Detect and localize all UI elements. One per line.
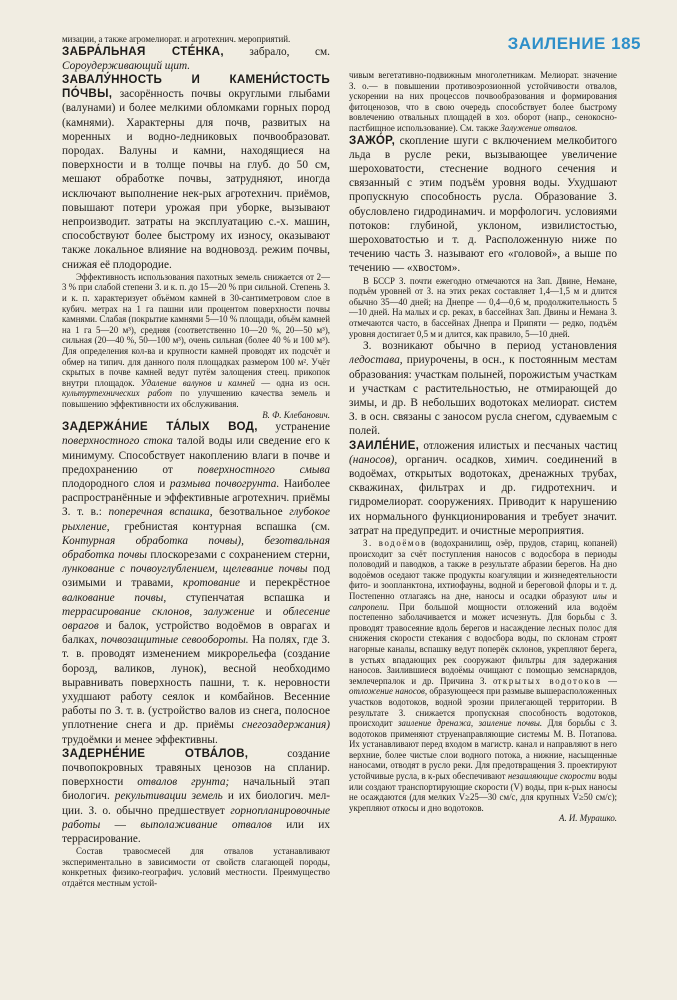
entry-zadernenie-detail: Состав травосмесей для отвалов устанавливают экспериментально в зависимости от свойств слагающей породы, конкретных физико-географич. условий местности. Преимущество отдаётся местным устой- [62, 846, 330, 889]
headword: ЗАБРА́ЛЬНАЯ СТЕ́НКА, [62, 44, 224, 58]
entry-zailenie-detail: З. водоёмов (водохранилищ, озёр, прудов, стариц, копаней) происходит за счёт поступления наносов с водосбора в периоды половодий и паводков, а также в результате абразии берегов. На дно водоёмов оседают также продукты коагуляции и жизнедеятельности фито- и зоопланктона, ихтиофауны, водной и береговой флоры и т. д. Постепенно отлагаясь на дне, наносы и осадки образуют илы и сапропели. При большой мощности отложений ила водоём постепенно заболачивается и может исчезнуть. Для борьбы с З. проводят травосеяние вдоль берегов и насаждение лесных полос для снижения скорости стекания с водосбора воды, по склонам строят нагорные каналы, вспашку ведут поперёк склонов, укрепляют берега, в устьях впадающих рек сооружают фильтры для задержания наносов. Заилившиеся водоёмы очищают с помощью земснарядов, землечерпалок и др. Причина З. открытых водотоков — отложение наносов, образующееся при размыве вышерасположенных участков водотоков, водной эрозии прилегающей территории. В результате З. снижается пропускная способность водотоков, происходит заиление дренажа, заиление почвы. Для борьбы с З. водотоков применяют струенаправляющие системы М. В. Потапова. Их устанавливают перед входом в магистр. канал и направляют в него верхние, более чистые слои водного потока, а нижние, насыщенные наносами, отводят в русло реки. Для предотвращения З. проектируют устойчивые русла, в к-рых обеспечивают незаиляющие скорости воды или создают транспортирующие скорости (V) воды, при к-рых наносы не осаждаются (для мелких V≥25—30 см/с, для крупных V≥50 см/с); укрепляют откосы и дно водотоков. [349, 538, 617, 813]
entry-zabralnaya: ЗАБРА́ЛЬНАЯ СТЕ́НКА, забрало, см. Сороудерживающий щит. [62, 44, 330, 72]
author-signature: В. Ф. Клебанович. [262, 409, 330, 420]
continuation-fragment: мизации, а также агромелиорат. и агротехнич. мероприятий. [62, 34, 291, 44]
entry-zazhor: ЗАЖО́Р, скопление шуги с включением мелкобитого льда в русле реки, вызывающее увеличение шероховатости, стеснение водного сечения и связанный с этим подъём уровня воды. Ухудшают пропускную способность русла. Образование З. обусловлено гидродинамич. и морфологич. условиями потоков: глубиной, уклоном, извилистостью, шероховатостью и т. д. Расположенную ниже по течению часть З. называют его «головой», а выше по течению — «хвостом». [349, 133, 617, 275]
entry-zavalunnost-detail: Эффективность использования пахотных земель снижается от 2—3 % при слабой степени З. и к. п. до 15—20 % при сильной. Степень З. и к. п. характеризует объёмом камней в 30-сантиметровом слое в кубич. метрах на 1 га пашни или процентом поверхности почвы камнями. Слабая (покрытие камнями 5—10 % площади, объём камней на 1 га 5—20 м³), средняя (соответственно 10—20 %, 20—50 м³), сильная (20—40 %, 50—100 м³), очень сильная (более 40 % и 100 м³). Для определения кол-ва и крупности камней проводят их подсчёт и обмер на типич. для данного поля площадках размером 100 м². Учёт скрытых в почве камней ведут путём залощения стеец. прикопок внутри площадок. Удаление валунов и камней — одна из осн. культуртехнических работ по улучшению качества земель и повышению эффективности их обслуживания. [62, 271, 330, 409]
running-head: ЗАИЛЕНИЕ [507, 34, 606, 53]
entry-zailenie: ЗАИЛЕ́НИЕ, отложения илистых и песчаных частиц (наносов), органич. осадков, химич. соединений в водоёмах, открытых водотоках, дренажных трубах, скважинах, фильтрах и др. гидротехнич. и гидромелиорат. сооружениях. Приводит к нарушению их нормального функционирования и требует значит. затрат на предупредит. и очистные мероприятия. [349, 438, 617, 537]
entry-zadernenie: ЗАДЕРНЕ́НИЕ ОТВА́ЛОВ, создание почвопокровных травяных ценозов на спланир. поверхности отвалов грунта; начальный этап биологич. рекультивации земель и их биологич. мел-ции. З. о. обычно предшествует горнопланировочные работы — выполаживание отвалов или их террасирование. [62, 746, 330, 846]
entry-zazhor-continuation: З. возникают обычно в период установления ледостава, приурочены, в осн., к постоянным местам образования: участкам полыней, порожистым участкам и участкам с растительностью, не отмирающей до зимы, и др. В небольших водотоках мелиорат. систем З. в осн. связаны с заносом русла снегом, сдуваемым с полей. [349, 340, 617, 438]
continuation-zadernenie: чивым вегетативно-подвижным многолетникам. Мелиорат. значение З. о.— в повышении противоэрозионной устойчивости отвалов, ускорении на них процессов почвообразования и формирования фитоценозов, что в свою очередь способствует более быстрому вовлечению отвальных площадей в хоз. оборот (напр., сенокосно-пастбищное использование). См. также Залужение отвалов. [349, 70, 617, 133]
left-column [62, 34, 330, 982]
cross-reference: Сороудерживающий щит. [62, 59, 191, 72]
headword: ЗАВАЛУ́ННОСТЬ И КАМЕНИ́СТОСТЬ ПО́ЧВЫ, [62, 73, 330, 101]
entry-zazhor-detail: В БССР З. почти ежегодно отмечаются на Зап. Двине, Немане, подъём уровней от З. на этих реках составляет 1,4—1,5 м и длится обычно 35—40 дней; на Днепре — 0,4—0,6 м, продолжительность 5—10 дней. На малых и ср. реках, в бассейнах Зап. Двины и Немана З. отмечаются часто, в бассейнах Днепра и Припяти — редко, подъём уровня достигает 0,5 м и длится, как правило, 5—10 дней. [349, 275, 617, 339]
entry-zavalunnost: ЗАВАЛУ́ННОСТЬ И КАМЕНИ́СТОСТЬ ПО́ЧВЫ, засорённость почвы округлыми глыбами (валунами) и более мелкими обломками горных пород (камнями). Характерны для почв, развитых на моренных и водно-ледниковых почвообразоват. породах. Валуны и камни, находящиеся на поверхности и в толще почвы на глуб. до 50 см, мешают обработке почвы, затрудняют, иногда исключают выполнение нек-рых агротехнич. приёмов, повышают потери урожая при уборке, вызывают непроизводит. затраты на эксплуатацию с.-х. машин, способствуют более быстрому их износу, оказывают также локальное влияние на водновозд. режим почвы, снижая её плодородие. [62, 73, 330, 271]
headword: ЗАЖО́Р, [349, 133, 396, 147]
page-number: 185 [611, 34, 641, 53]
headword: ЗАДЕРНЕ́НИЕ ОТВА́ЛОВ, [62, 746, 249, 760]
right-column [349, 70, 617, 982]
page-header [508, 34, 641, 54]
headword: ЗАДЕРЖА́НИЕ ТА́ЛЫХ ВОД, [62, 420, 258, 434]
entry-zaderzhanie: ЗАДЕРЖА́НИЕ ТА́ЛЫХ ВОД, устранение поверхностного стока талой воды или сведение его к минимуму. Способствует накоплению влаги в почве и предохранению от поверхностного смыва плодородного слоя и размыва почвогрунта. Наиболее распространённые и эффективные агротехнич. приёмы З. т. в.: поперечная вспашка, безотвальное глубокое рыхление, гребнистая контурная вспашка (см. Контурная обработка почвы), безотвальная обработка почвы плоскорезами с сохранением стерни, лункование с почвоуглублением, щелевание почвы под озимыми и травами, кротование и перекрёстное валкование почвы, ступенчатая вспашка и террасирование склонов, залужение и облесение оврагов и балок, устройство водоёмов в оврагах и балках, почвозащитные севообороты. На полях, где З. т. в. проводят изменением микрорельефа (создание борозд, валиков, лунок), весной необходимо выравнивать поверхность пашни, т. к. неровности ухудшают работу сеялок и комбайнов. Весенние работы по З. т. в. (устройство валов из снега, полосное уплотнение снега и др. приёмы снегозадержания) трудоёмки и менее эффективны. [62, 420, 330, 746]
headword: ЗАИЛЕ́НИЕ, [349, 438, 420, 452]
author-signature: А. И. Мурашко. [559, 813, 617, 824]
